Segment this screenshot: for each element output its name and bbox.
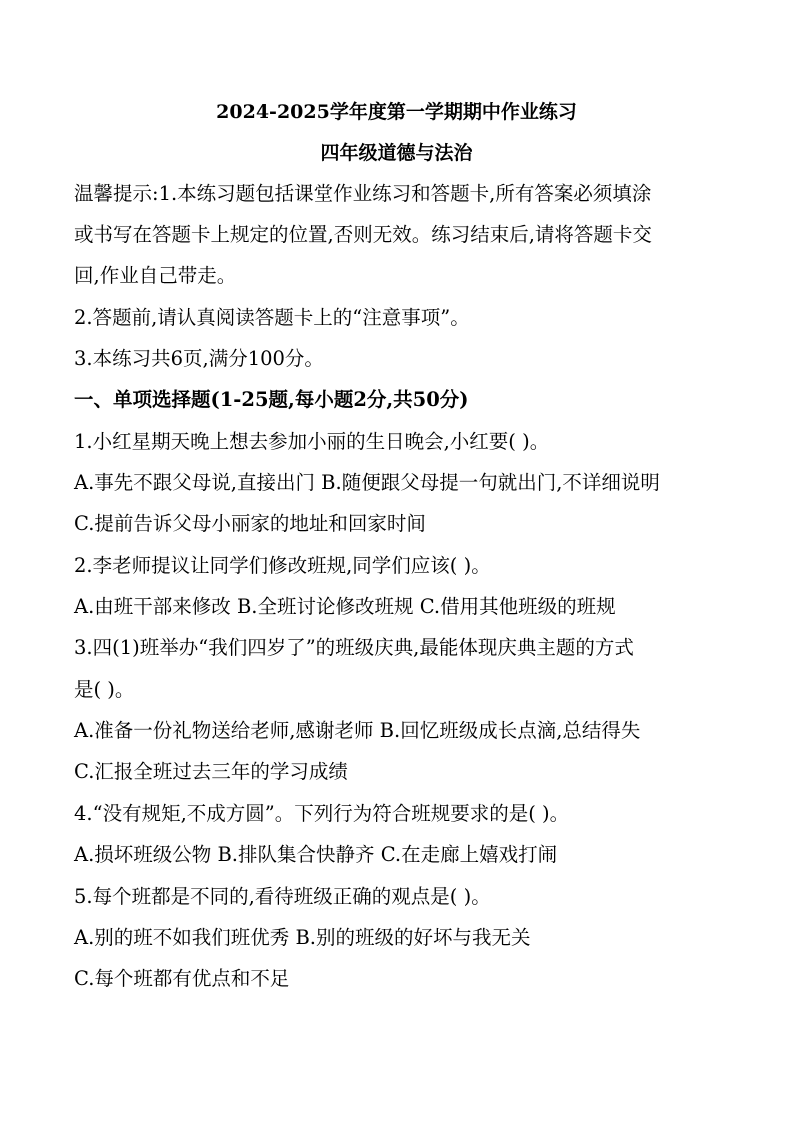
notice-line-3: 回,作业自己带走。 xyxy=(74,264,237,287)
question-3-stem-1: 3.四(1)班举办“我们四岁了”的班级庆典,最能体现庆典主题的方式 xyxy=(74,636,634,659)
question-4-options: A.损坏班级公物 B.排队集合快静齐 C.在走廊上嬉戏打闹 xyxy=(74,843,558,866)
question-3-options-ab: A.准备一份礼物送给老师,感谢老师 B.回忆班级成长点滴,总结得失 xyxy=(74,719,641,742)
notice-item-2: 2.答题前,请认真阅读答题卡上的“注意事项”。 xyxy=(74,306,470,329)
question-1-options-ab: A.事先不跟父母说,直接出门 B.随便跟父母提一句就出门,不详细说明 xyxy=(74,471,660,494)
question-2-options: A.由班干部来修改 B.全班讨论修改班规 C.借用其他班级的班规 xyxy=(74,595,616,618)
notice-item-3: 3.本练习共6页,满分100分。 xyxy=(74,347,324,370)
section-heading: 一、单项选择题(1-25题,每小题2分,共50分) xyxy=(74,388,469,411)
question-3-stem-2: 是( )。 xyxy=(74,678,135,701)
question-4-stem: 4.“没有规矩,不成方圆”。下列行为符合班规要求的是( )。 xyxy=(74,802,570,825)
question-3-option-c: C.汇报全班过去三年的学习成绩 xyxy=(74,760,348,783)
question-2-stem: 2.李老师提议让同学们修改班规,同学们应该( )。 xyxy=(74,554,491,577)
exam-subtitle: 四年级道德与法治 xyxy=(320,142,473,164)
notice-line-2: 或书写在答题卡上规定的位置,否则无效。练习结束后,请将答题卡交 xyxy=(74,223,652,246)
question-5-stem: 5.每个班都是不同的,看待班级正确的观点是( )。 xyxy=(74,885,491,908)
question-5-option-c: C.每个班都有优点和不足 xyxy=(74,967,290,990)
notice-line-1: 温馨提示:1.本练习题包括课堂作业练习和答题卡,所有答案必须填涂 xyxy=(74,182,652,205)
question-5-options-ab: A.别的班不如我们班优秀 B.别的班级的好坏与我无关 xyxy=(74,926,531,949)
question-1-option-c: C.提前告诉父母小丽家的地址和回家时间 xyxy=(74,512,426,535)
question-1-stem: 1.小红星期天晚上想去参加小丽的生日晚会,小红要( )。 xyxy=(74,430,550,453)
exam-title: 2024-2025学年度第一学期期中作业练习 xyxy=(216,101,577,123)
